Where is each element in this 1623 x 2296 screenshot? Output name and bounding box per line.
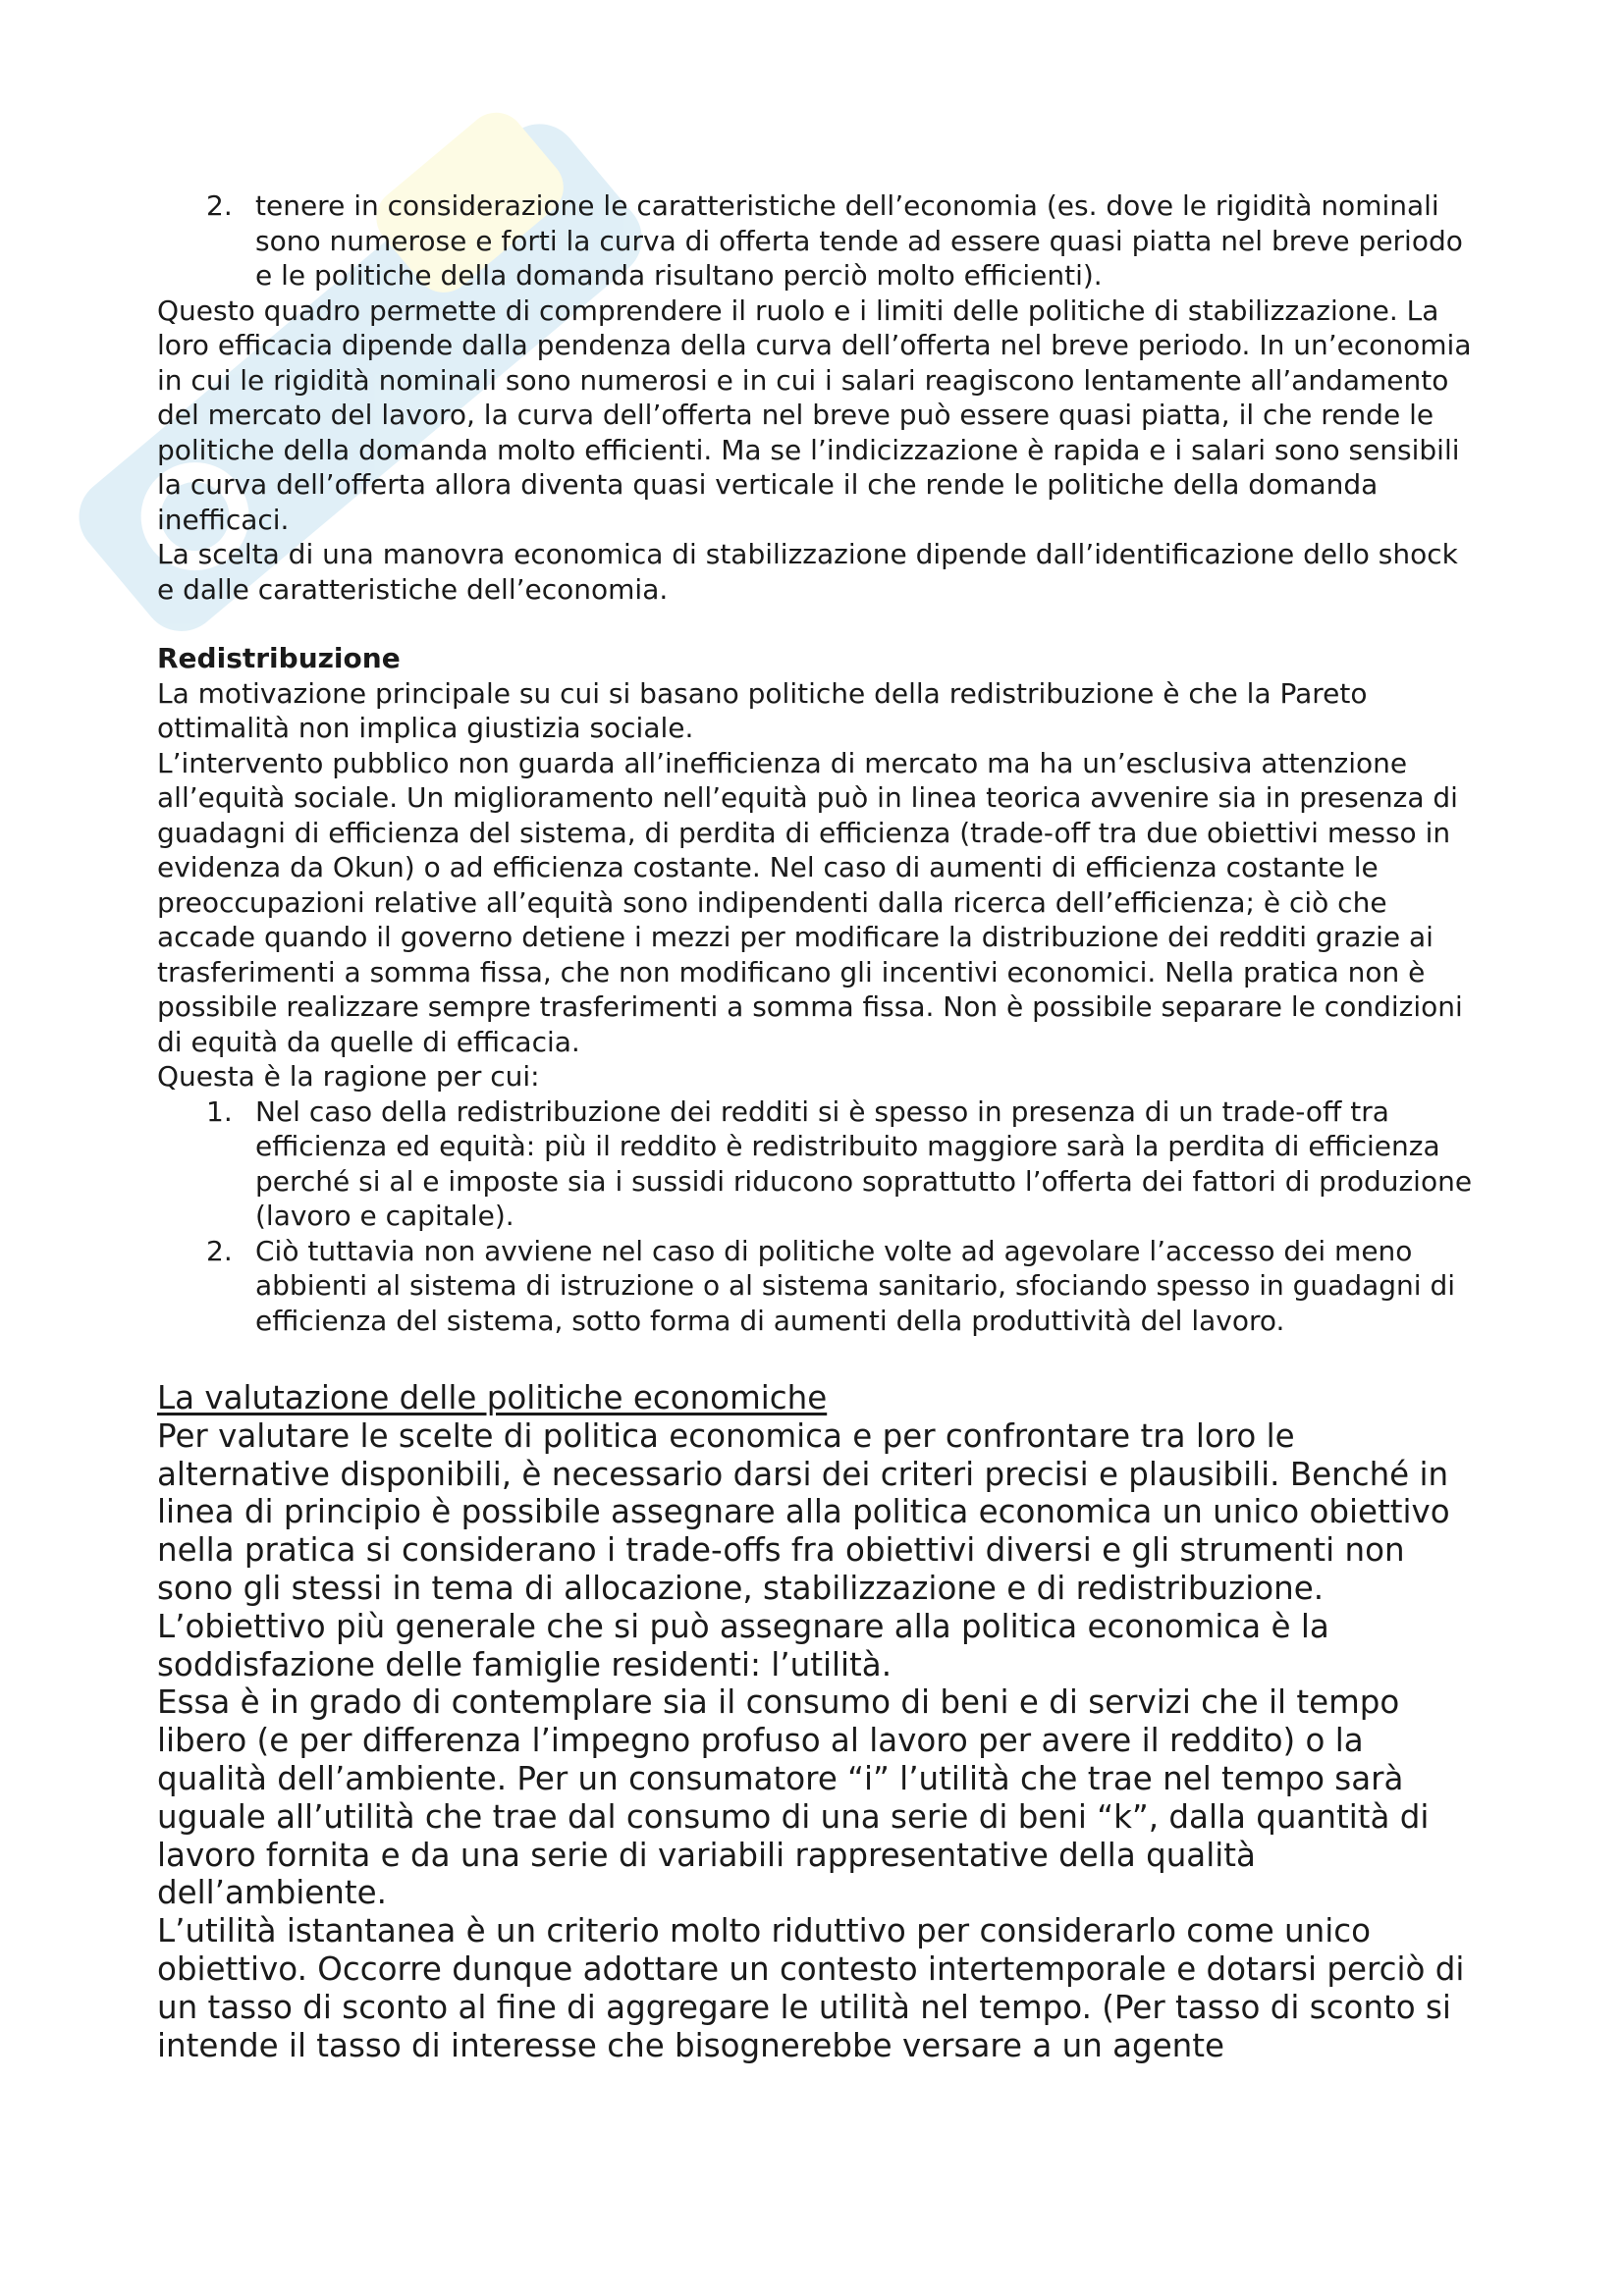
list-text: Ciò tuttavia non avviene nel caso di politiche volte ad agevolare l’accesso dei meno abbienti al sistema di istruzione o al sistema sanitario, sfociando spesso in guadagni di efficienza del sistema, sotto forma di aumenti della produttività del lavoro.: [255, 1234, 1456, 1337]
paragraph-utilita-istantanea: L’utilità istantanea è un criterio molto riduttivo per considerarlo come unico obiettivo. Occorre dunque adottare un contesto intertemporale e dotarsi perciò di un tasso di sconto al fine di aggregare le utilità nel tempo. (Per tasso di sconto si intende il tasso di interesse che bisognerebbe versare a un agente: [157, 1912, 1465, 2064]
paragraph-stabilizzazione: Questo quadro permette di comprendere il ruolo e i limiti delle politiche di stabilizzazione. La loro efficacia dipende dalla pendenza della curva dell’offerta nel breve periodo. In un’economia in cui le rigidità nominali sono numerosi e in cui i salari reagiscono lentamente all’andamento del mercato del lavoro, la curva dell’offerta nel breve può essere quasi piatta, il che rende le politiche della domanda molto efficienti. Ma se l’indicizzazione è rapida e i salari sono sensibili la curva dell’offerta allora diventa quasi verticale il che rende le politiche della domanda inefficaci.: [157, 294, 1472, 536]
list-number: 2.: [206, 189, 233, 222]
section-heading-valutazione: La valutazione delle politiche economiche: [157, 1379, 828, 1416]
list-number: 2.: [206, 1234, 233, 1267]
paragraph-intervento-pubblico: L’intervento pubblico non guarda all’inefficienza di mercato ma ha un’esclusiva attenzione all’equità sociale. Un miglioramento nell’equità può in linea teorica avvenire sia in presenza di guadagni di efficienza del sistema, di perdita di efficienza (trade-off tra due obiettivi messo in evidenza da Okun) o ad efficienza costante. Nel caso di aumenti di efficienza costante le preoccupazioni relative all’equità sono indipendenti dalla ricerca dell’efficienza; è ciò che accade quando il governo detiene i mezzi per modificare la distribuzione dei redditi grazie ai trasferimenti a somma fissa, che non modificano gli incentivi economici. Nella pratica non è possibile realizzare sempre trasferimenti a somma fissa. Non è possibile separare le condizioni di equità da quelle di efficacia.: [157, 746, 1463, 1058]
list-text: Nel caso della redistribuzione dei redditi si è spesso in presenza di un trade-off tra efficienza ed equità: più il reddito è redistribuito maggiore sarà la perdita di efficienza perché si al e imposte sia i sussidi riducono soprattutto l’offerta dei fattori di produzione (lavoro e capitale).: [255, 1095, 1473, 1232]
paragraph-motivazione: La motivazione principale su cui si basano politiche della redistribuzione è che la Pareto ottimalità non implica giustizia sociale.: [157, 676, 1368, 744]
list-number: 1.: [206, 1095, 233, 1128]
paragraph-scelta-manovra: La scelta di una manovra economica di stabilizzazione dipende dall’identificazione dello shock e dalle caratteristiche dell’economia.: [157, 538, 1458, 606]
paragraph-valutazione: Per valutare le scelte di politica economica e per confrontare tra loro le alternative disponibili, è necessario darsi dei criteri precisi e plausibili. Benché in linea di principio è possibile assegnare alla politica economica un unico obiettivo nella pratica si considerano i trade-offs fra obiettivi diversi e gli strumenti non sono gli stessi in tema di allocazione, stabilizzazione e di redistribuzione. L’obiettivo più generale che si può assegnare alla politica economica è la soddisfazione delle famiglie residenti: l’utilità.: [157, 1416, 1450, 1683]
list-redistribuzione: [157, 1095, 1473, 1339]
paragraph-ragione: Questa è la ragione per cui:: [157, 1060, 540, 1093]
list-criteria-continued: [157, 188, 1473, 294]
list-item: [157, 1234, 1473, 1339]
document-page: [157, 188, 1473, 2064]
section-heading-redistribuzione: Redistribuzione: [157, 642, 401, 674]
paragraph-utilita: Essa è in grado di contemplare sia il consumo di beni e di servizi che il tempo libero (e per differenza l’impegno profuso al lavoro per avere il reddito) o la qualità dell’ambiente. Per un consumatore “i” l’utilità che trae nel tempo sarà uguale all’utilità che trae dal consumo di una serie di beni “k”, dalla quantità di lavoro fornita e da una serie di variabili rappresentative della qualità dell’ambiente.: [157, 1683, 1430, 1912]
list-text: tenere in considerazione le caratteristiche dell’economia (es. dove le rigidità nominali sono numerose e forti la curva di offerta tende ad essere quasi piatta nel breve periodo e le politiche della domanda risultano perciò molto efficienti).: [255, 189, 1463, 292]
list-item: [157, 188, 1473, 294]
list-item: [157, 1095, 1473, 1234]
